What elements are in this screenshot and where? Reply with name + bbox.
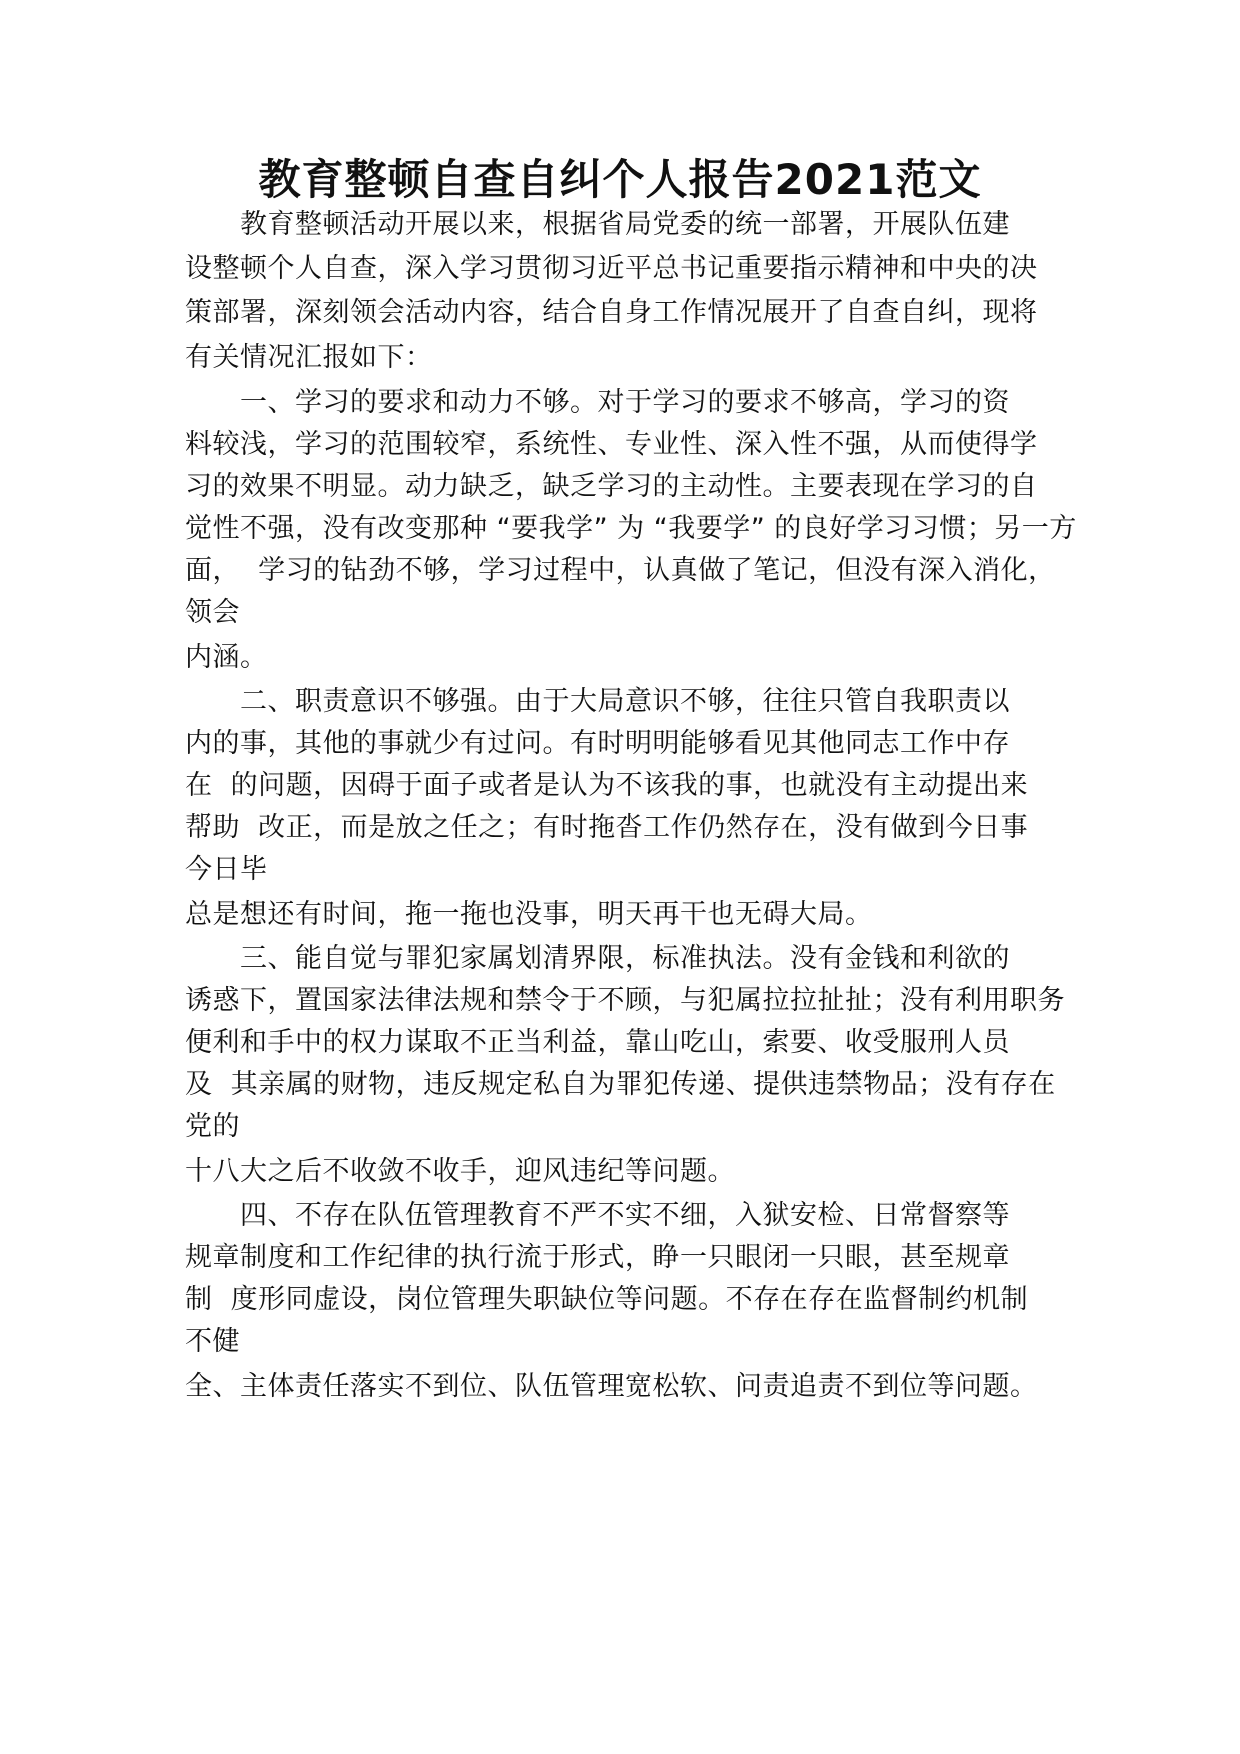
section3-line: 及 其亲属的财物，违反规定私自为罪犯传递、提供违禁物品；没有存在 — [185, 1069, 1056, 1100]
section2-line: 今日毕 — [185, 854, 268, 885]
section2-line: 帮助 改正，而是放之任之；有时拖沓工作仍然存在，没有做到今日事 — [185, 812, 1029, 843]
section1-line: 面， 学习的钻劲不够，学习过程中，认真做了笔记，但没有深入消化， — [185, 555, 1056, 586]
intro-line: 有关情况汇报如下： — [185, 342, 433, 373]
intro-line: 设整顿个人自查，深入学习贯彻习近平总书记重要指示精神和中央的决 — [185, 253, 1038, 284]
section4-line: 全、主体责任落实不到位、队伍管理宽松软、问责追责不到位等问题。 — [185, 1371, 1038, 1402]
section3-line: 诱惑下，置国家法律法规和禁令于不顾，与犯属拉拉扯扯；没有利用职务 — [185, 985, 1065, 1016]
intro-line: 策部署，深刻领会活动内容，结合自身工作情况展开了自查自纠，现将 — [185, 297, 1038, 328]
section3-line: 三、能自觉与罪犯家属划清界限，标准执法。没有金钱和利欲的 — [240, 943, 1010, 974]
section2-line: 在 的问题，因碍于面子或者是认为不该我的事，也就没有主动提出来 — [185, 770, 1029, 801]
section3-line: 十八大之后不收敛不收手，迎风违纪等问题。 — [185, 1156, 735, 1187]
section1-line: 内涵。 — [185, 642, 268, 673]
section3-line: 便利和手中的权力谋取不正当利益，靠山吃山，索要、收受服刑人员 — [185, 1027, 1010, 1058]
section1-line: 领会 — [185, 597, 240, 628]
document-title: 教育整顿自查自纠个人报告2021范文 — [258, 155, 982, 204]
section1-line: 习的效果不明显。动力缺乏，缺乏学习的主动性。主要表现在学习的自 — [185, 471, 1038, 502]
section1-line: 觉性不强，没有改变那种 “要我学” 为 “我要学” 的良好学习习惯；另一方 — [185, 513, 1077, 544]
section2-line: 二、职责意识不够强。由于大局意识不够，往往只管自我职责以 — [240, 686, 1010, 717]
section2-line: 总是想还有时间，拖一拖也没事，明天再干也无碍大局。 — [185, 899, 873, 930]
section3-line: 党的 — [185, 1111, 240, 1142]
section4-line: 不健 — [185, 1326, 240, 1357]
section4-line: 制 度形同虚设，岗位管理失职缺位等问题。不存在存在监督制约机制 — [185, 1284, 1029, 1315]
section2-line: 内的事，其他的事就少有过问。有时明明能够看见其他同志工作中存 — [185, 728, 1010, 759]
section1-line: 一、学习的要求和动力不够。对于学习的要求不够高，学习的资 — [240, 387, 1010, 418]
section1-line: 料较浅，学习的范围较窄，系统性、专业性、深入性不强，从而使得学 — [185, 429, 1038, 460]
section4-line: 规章制度和工作纪律的执行流于形式，睁一只眼闭一只眼，甚至规章 — [185, 1242, 1010, 1273]
intro-line: 教育整顿活动开展以来，根据省局党委的统一部署，开展队伍建 — [240, 209, 1010, 240]
section4-line: 四、不存在队伍管理教育不严不实不细，入狱安检、日常督察等 — [240, 1200, 1010, 1231]
